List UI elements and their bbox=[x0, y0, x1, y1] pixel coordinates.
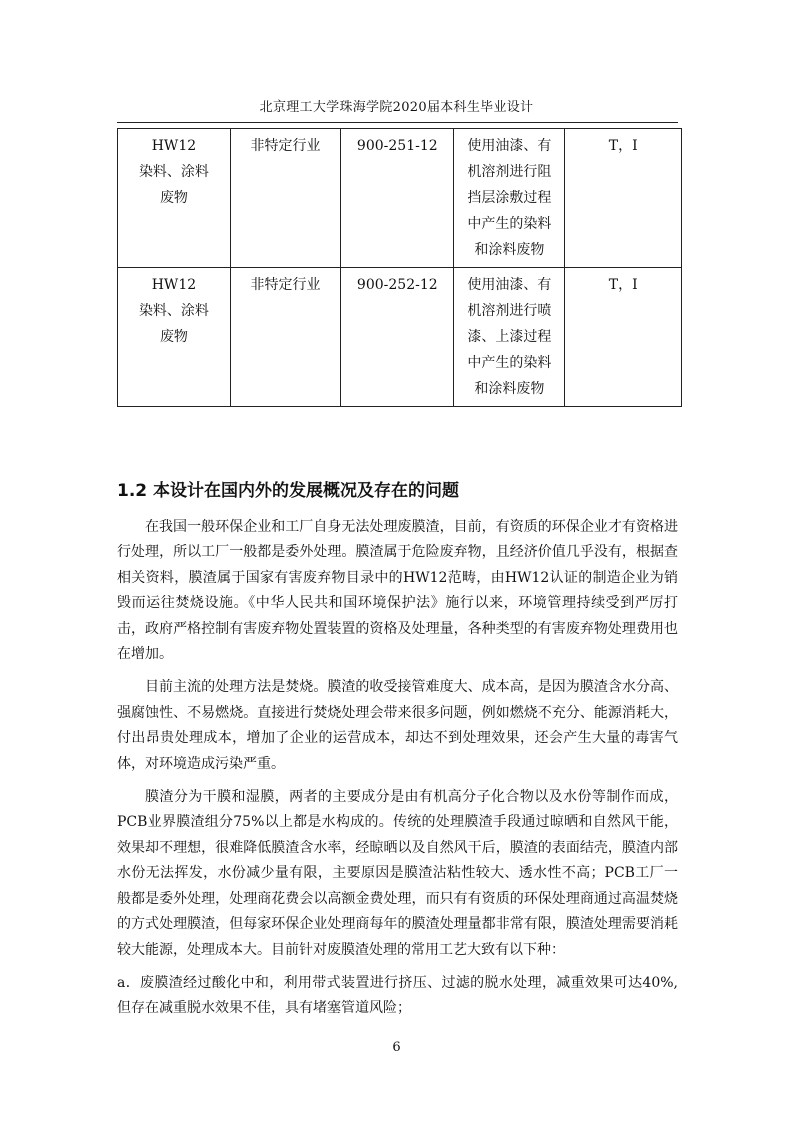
cell-category bbox=[118, 268, 231, 407]
paragraph-2: 目前主流的处理方法是焚烧。膜渣的收受接管难度大、成本高，是因为膜渣含水分高、强腐蚀性、不易燃烧。直接进行焚烧处理会带来很多问题，例如燃烧不充分、能源消耗大，付出昂贵处理成本，增加了企业的运营成本，却达不到处理效果，还会产生大量的毒害气体，对环境造成污染严重。 bbox=[117, 679, 678, 772]
header-rule bbox=[117, 122, 678, 123]
cell-hazard: T，I bbox=[565, 129, 682, 268]
cell-code: 900-251-12 bbox=[341, 129, 454, 268]
cell-hazard: T，I bbox=[565, 268, 682, 407]
cell-description-text: 使用油漆、有 机溶剂进行喷 漆、上漆过程 中产生的染料 和涂料废物 bbox=[467, 277, 552, 397]
cell-description bbox=[454, 129, 565, 268]
running-header: 北京理工大学珠海学院2020届本科生毕业设计 bbox=[259, 100, 534, 115]
cell-code: 900-252-12 bbox=[341, 268, 454, 407]
waste-table bbox=[117, 128, 682, 407]
paragraph-3: 膜渣分为干膜和湿膜，两者的主要成分是由有机高分子化合物以及水份等制作而成，PCB业界膜渣组分75%以上都是水构成的。传统的处理膜渣手段通过晾晒和自然风干能，效果却不理想，很难降低膜渣含水率，经晾晒以及自然风干后，膜渣的表面结壳，膜渣内部水份无法挥发，水份减少量有限，主要原因是膜渣沾粘性较大、透水性不高；PCB工厂一般都是委外处理，处理商花费会以高额金费处理，而只有有资质的环保处理商通过高温焚烧的方式处理膜渣，但每家环保企业处理商每年的膜渣处理量都非常有限，膜渣处理需要消耗较大能源，处理成本大。目前针对废膜渣处理的常用工艺大致有以下种： bbox=[117, 789, 678, 958]
body-text bbox=[117, 515, 678, 1030]
cell-industry: 非特定行业 bbox=[230, 268, 340, 407]
table-row bbox=[118, 129, 682, 268]
cell-category bbox=[118, 129, 231, 268]
table-row bbox=[118, 268, 682, 407]
cell-description bbox=[454, 268, 565, 407]
cell-category-text: HW12 染料、涂料 废物 bbox=[138, 138, 209, 206]
list-item-a: a．废膜渣经过酸化中和，利用带式装置进行挤压、过滤的脱水处理，减重效果可达40%,但存在减重脱水效果不佳，具有堵塞管道风险； bbox=[117, 974, 678, 1017]
section-title: 1.2 本设计在国内外的发展概况及存在的问题 bbox=[117, 481, 460, 501]
cell-category-text: HW12 染料、涂料 废物 bbox=[138, 277, 209, 345]
paragraph-1: 在我国一般环保企业和工厂自身无法处理废膜渣，目前，有资质的环保企业才有资格进行处理，所以工厂一般都是委外处理。膜渣属于危险废弃物，且经济价值几乎没有，根据查相关资料，膜渣属于国家有害废弃物目录中的HW12范畴，由HW12认证的制造企业为销毁而运往焚烧设施。《中华人民共和国环境保护法》施行以来，环境管理持续受到严厉打击，政府严格控制有害废弃物处置装置的资格及处理量，各种类型的有害废弃物处理费用也在增加。 bbox=[117, 519, 678, 663]
page-number: 6 bbox=[392, 1040, 401, 1055]
cell-industry: 非特定行业 bbox=[230, 129, 340, 268]
cell-description-text: 使用油漆、有 机溶剂进行阻 挡层涂敷过程 中产生的染料 和涂料废物 bbox=[467, 138, 552, 258]
